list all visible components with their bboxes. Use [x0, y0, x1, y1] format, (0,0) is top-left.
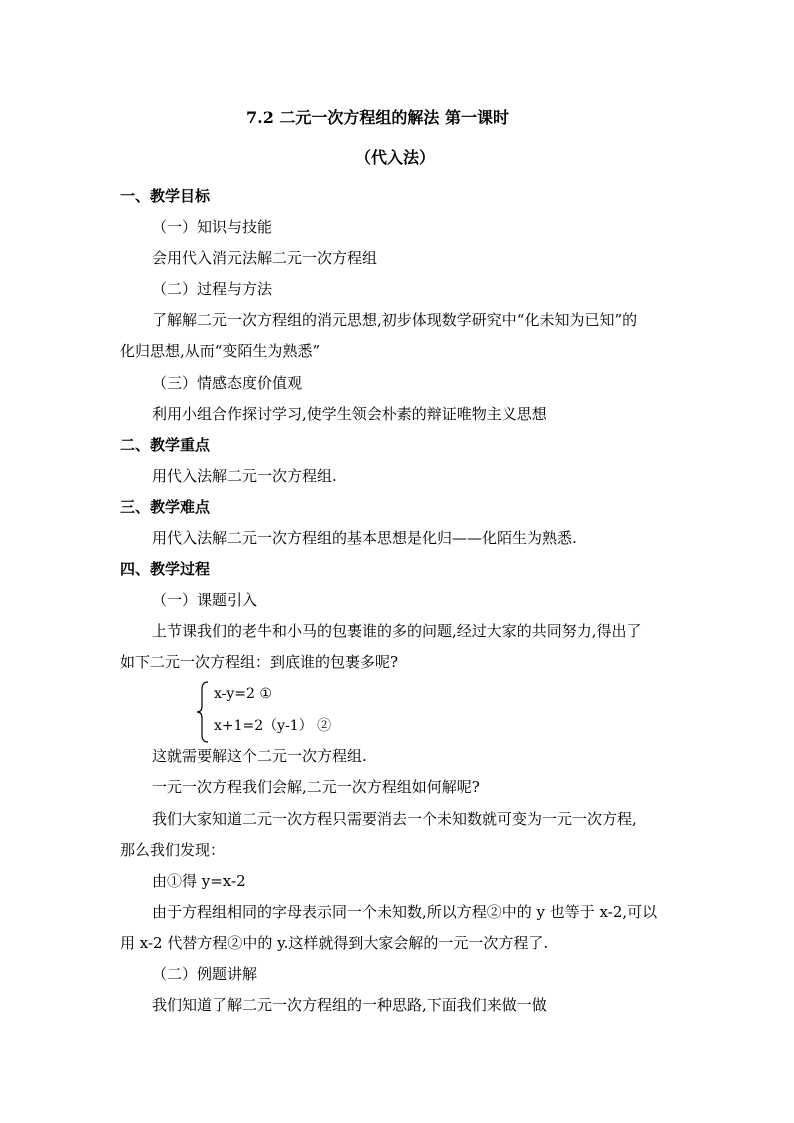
paragraph: 用代入法解二元一次方程组.: [152, 467, 337, 485]
paragraph: 利用小组合作探讨学习,使学生领会朴素的辩证唯物主义思想: [152, 405, 547, 423]
paragraph: 上节课我们的老牛和小马的包裹谁的多的问题,经过大家的共同努力,得出了: [152, 622, 642, 640]
paragraph: 由①得 y=x-2: [152, 872, 246, 890]
section-heading: 一、教学目标: [120, 187, 211, 205]
paragraph: 由于方程组相同的字母表示同一个未知数,所以方程②中的 y 也等于 x-2,可以: [152, 903, 658, 921]
section-heading: 四、教学过程: [120, 560, 211, 578]
subsection-heading: （一）课题引入: [152, 591, 258, 609]
equation-brace: [196, 681, 210, 743]
subsection-heading: （二）例题讲解: [152, 965, 258, 983]
paragraph: 一元一次方程我们会解,二元一次方程组如何解呢?: [152, 778, 480, 796]
equation-2: x+1=2（y-1） ②: [214, 718, 332, 734]
paragraph: 如下二元一次方程组：到底谁的包裹多呢?: [120, 653, 399, 671]
paragraph: 会用代入消元法解二元一次方程组: [152, 249, 378, 267]
paragraph: 化归思想,从而“变陌生为熟悉”: [120, 342, 321, 360]
paragraph: 用代入法解二元一次方程组的基本思想是化归——化陌生为熟悉.: [152, 529, 577, 547]
equation-1: x-y=2 ①: [214, 686, 272, 702]
paragraph: 我们大家知道二元一次方程只需要消去一个未知数就可变为一元一次方程,: [152, 810, 637, 828]
paragraph: 这就需要解这个二元一次方程组.: [152, 747, 367, 765]
section-heading: 三、教学难点: [120, 498, 211, 516]
paragraph: 那么我们发现：: [120, 841, 226, 859]
subsection-heading: （三）情感态度价值观: [152, 374, 303, 392]
subsection-heading: （二）过程与方法: [152, 280, 273, 298]
subsection-heading: （一）知识与技能: [152, 218, 273, 236]
paragraph: 了解解二元一次方程组的消元思想,初步体现数学研究中“化未知为已知”的: [152, 311, 638, 329]
paragraph: 用 x-2 代替方程②中的 y.这样就得到大家会解的一元一次方程了.: [120, 934, 549, 952]
page-subtitle: （代入法）: [355, 148, 436, 167]
section-heading: 二、教学重点: [120, 436, 211, 454]
paragraph: 我们知道了解二元一次方程组的一种思路,下面我们来做一做: [152, 996, 547, 1014]
page-title: 7.2 二元一次方程组的解法 第一课时: [246, 108, 509, 127]
